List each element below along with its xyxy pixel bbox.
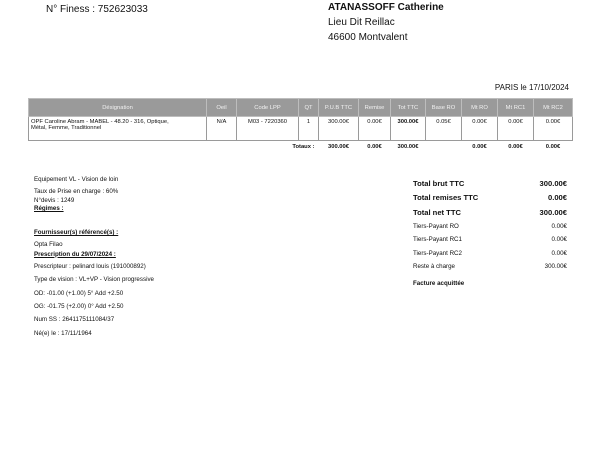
total-mt-rc2: 0.00€	[545, 144, 561, 150]
total-pub-ttc: 300.00€	[328, 144, 349, 150]
invoice-table	[28, 98, 573, 152]
client-name: ATANASSOFF Catherine	[328, 2, 444, 13]
od-text: OD: -01.00 (+1.00) 5° Add +2.50	[34, 289, 124, 297]
tiers-payant-rc1-row	[413, 233, 567, 247]
birth-date-text: Né(e) le : 17/11/1964	[34, 329, 92, 337]
col-header: Désignation	[29, 99, 207, 117]
totals-row	[29, 141, 573, 153]
total-net-value: 300.00€	[539, 207, 567, 217]
details-block	[34, 176, 274, 338]
total-mt-ro: 0.00€	[472, 144, 487, 150]
mt-rc2-cell: 0.00€	[534, 117, 573, 141]
pub-ttc-cell: 300.00€	[319, 117, 359, 141]
total-brut-value: 300.00€	[539, 178, 567, 188]
taux-text: Taux de Prise en charge : 60%	[34, 188, 119, 196]
total-remises-label: Total remises TTC	[413, 193, 479, 203]
client-address-block	[328, 0, 444, 45]
total-remise: 0.00€	[367, 144, 382, 150]
mt-rc1-cell: 0.00€	[498, 117, 534, 141]
col-header: Oeil	[207, 99, 237, 117]
total-base-ro	[426, 141, 462, 153]
tiers-payant-rc2-row	[413, 247, 567, 261]
tiers-payant-rc2-value: 0.00€	[551, 249, 567, 257]
reste-a-charge-row	[413, 260, 567, 274]
col-header: Base RO	[426, 99, 462, 117]
place-date: PARIS le 17/10/2024	[494, 83, 569, 92]
qt-cell: 1	[299, 117, 319, 141]
oeil-cell: N/A	[207, 117, 237, 141]
summary-block	[413, 176, 567, 287]
col-header: Mt RC1	[498, 99, 534, 117]
table-header-row	[29, 99, 573, 117]
total-net-label: Total net TTC	[413, 207, 461, 217]
total-remises-row	[413, 191, 567, 206]
address-line-1: Lieu Dit Reillac	[328, 17, 395, 28]
devis-text: N°devis : 1249	[34, 196, 75, 204]
col-header: P.U.B TTC	[319, 99, 359, 117]
equipment-text: Equipement VL - Vision de loin	[34, 176, 119, 183]
num-ss-text: Num SS : 2641175111084/37	[34, 316, 115, 324]
totals-label: Totaux :	[292, 144, 315, 150]
facture-acquittee: Facture acquittée	[413, 279, 465, 287]
col-header: QT	[299, 99, 319, 117]
total-brut-label: Total brut TTC	[413, 178, 465, 188]
code-lpp-cell: M03 - 7220360	[237, 117, 299, 141]
finess-number: N° Finess : 752623033	[46, 4, 148, 15]
col-header: Tot TTC	[391, 99, 426, 117]
total-mt-rc1: 0.00€	[508, 144, 523, 150]
total-tot-ttc: 300.00€	[397, 144, 419, 150]
reste-a-charge-label: Reste à charge	[413, 263, 455, 271]
designation-line-2: Métal, Femme, Traditionnel	[31, 125, 102, 131]
tiers-payant-rc1-label: Tiers-Payant RC1	[413, 236, 462, 244]
fournisseur-name: Opta Filao	[34, 241, 63, 249]
vision-type-text: Type de vision : VL+VP - Vision progressive	[34, 276, 154, 284]
col-header: Mt RC2	[534, 99, 573, 117]
tiers-payant-ro-label: Tiers-Payant RO	[413, 222, 459, 230]
base-ro-cell: 0.05€	[426, 117, 462, 141]
tiers-payant-rc1-value: 0.00€	[551, 236, 567, 244]
col-header: Remise	[359, 99, 391, 117]
prescripteur-text: Prescripteur : pelinard louis (191000892)	[34, 263, 146, 271]
mt-ro-cell: 0.00€	[462, 117, 498, 141]
col-header: Code LPP	[237, 99, 299, 117]
designation-line-1: OPF Caroline Abram - MABEL - 48.20 - 316, Optique,	[31, 119, 169, 125]
tiers-payant-ro-value: 0.00€	[551, 222, 567, 230]
total-remises-value: 0.00€	[547, 193, 567, 203]
prescription-title: Prescription du 29/07/2024 :	[34, 250, 116, 258]
tot-ttc-cell: 300.00€	[391, 117, 426, 141]
og-text: OG: -01.75 (+2.00) 0° Add +2.50	[34, 302, 124, 310]
table-row	[29, 117, 573, 141]
tiers-payant-ro-row	[413, 220, 567, 234]
reste-a-charge-value: 300.00€	[544, 263, 567, 271]
tiers-payant-rc2-label: Tiers-Payant RC2	[413, 249, 462, 257]
fournisseur-title: Fournisseur(s) référencé(s) :	[34, 229, 119, 237]
address-line-2: 46600 Montvalent	[328, 32, 408, 43]
remise-cell: 0.00€	[359, 117, 391, 141]
regimes-title: Régimes :	[34, 204, 64, 212]
col-header: Mt RO	[462, 99, 498, 117]
total-brut-row	[413, 176, 567, 191]
designation-cell	[29, 117, 207, 141]
total-net-row	[413, 205, 567, 220]
